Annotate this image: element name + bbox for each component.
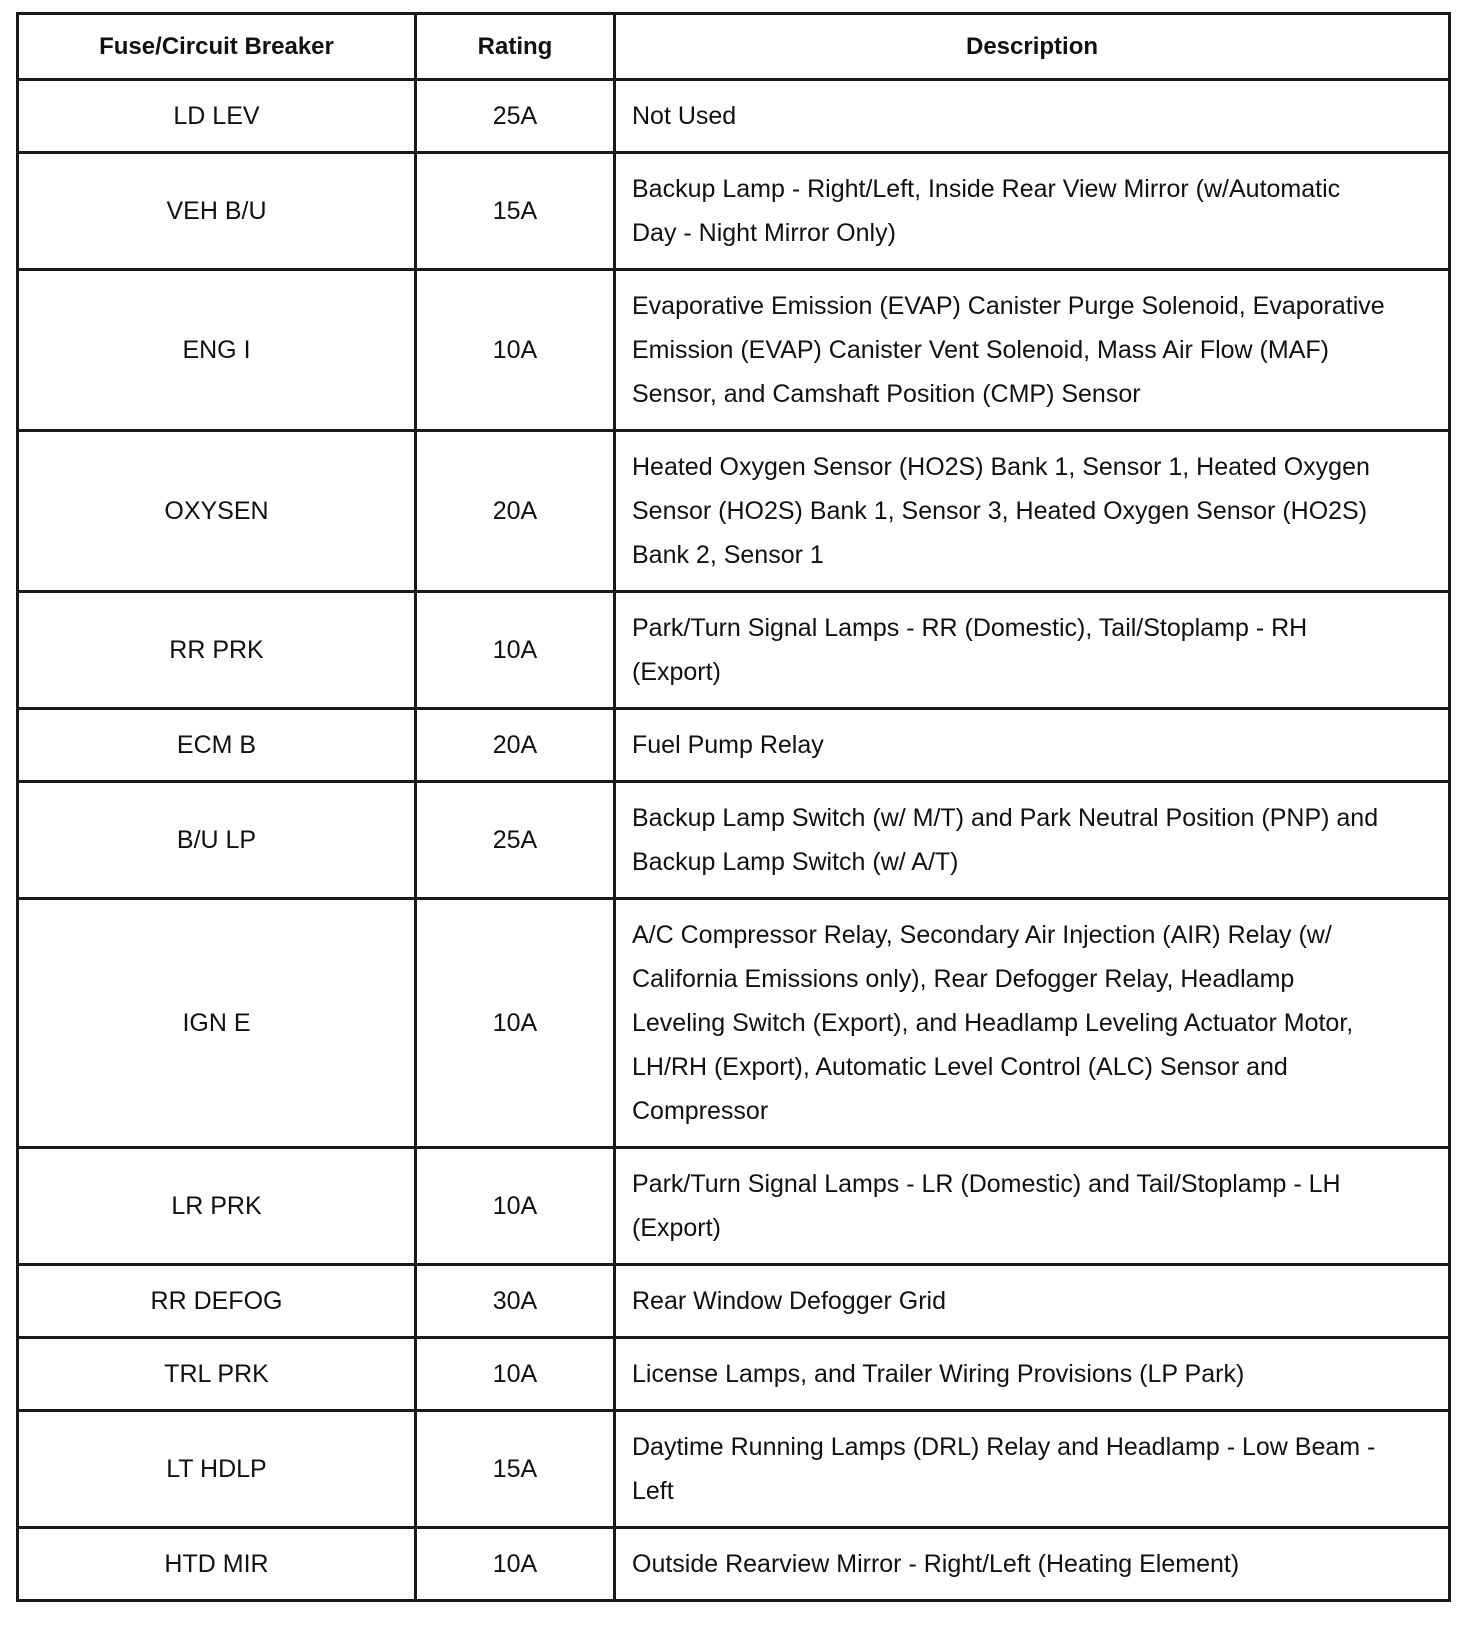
fuse-name-cell: VEH B/U bbox=[18, 153, 416, 270]
rating-cell: 10A bbox=[416, 899, 615, 1148]
rating-cell: 10A bbox=[416, 270, 615, 431]
table-row bbox=[18, 709, 1450, 782]
rating-cell: 20A bbox=[416, 431, 615, 592]
rating-cell: 10A bbox=[416, 1528, 615, 1601]
description-cell: Backup Lamp Switch (w/ M/T) and Park Neutral Position (PNP) and Backup Lamp Switch (w/ A/T) bbox=[615, 782, 1450, 899]
table-header-row bbox=[18, 14, 1450, 80]
fuse-name-cell: LD LEV bbox=[18, 80, 416, 153]
fuse-table-container bbox=[16, 12, 1448, 1602]
description-cell: A/C Compressor Relay, Secondary Air Injection (AIR) Relay (w/ California Emissions only), Rear Defogger Relay, Headlamp Leveling Switch (Export), and Headlamp Leveling Actuator Motor, LH/RH (Export), Automatic Level Control (ALC) Sensor and Compressor bbox=[615, 899, 1450, 1148]
table-row bbox=[18, 153, 1450, 270]
table-row bbox=[18, 270, 1450, 431]
fuse-table bbox=[16, 12, 1451, 1602]
column-header-rating: Rating bbox=[416, 14, 615, 80]
table-row bbox=[18, 782, 1450, 899]
rating-cell: 10A bbox=[416, 1148, 615, 1265]
rating-cell: 25A bbox=[416, 782, 615, 899]
fuse-name-cell: ECM B bbox=[18, 709, 416, 782]
rating-cell: 10A bbox=[416, 1338, 615, 1411]
fuse-name-cell: RR PRK bbox=[18, 592, 416, 709]
column-header-fuse: Fuse/Circuit Breaker bbox=[18, 14, 416, 80]
description-cell: Daytime Running Lamps (DRL) Relay and Headlamp - Low Beam - Left bbox=[615, 1411, 1450, 1528]
rating-cell: 15A bbox=[416, 153, 615, 270]
table-row bbox=[18, 899, 1450, 1148]
description-cell: Fuel Pump Relay bbox=[615, 709, 1450, 782]
description-cell: Outside Rearview Mirror - Right/Left (Heating Element) bbox=[615, 1528, 1450, 1601]
description-cell: Rear Window Defogger Grid bbox=[615, 1265, 1450, 1338]
fuse-name-cell: LT HDLP bbox=[18, 1411, 416, 1528]
fuse-name-cell: ENG I bbox=[18, 270, 416, 431]
table-row bbox=[18, 80, 1450, 153]
description-cell: Park/Turn Signal Lamps - RR (Domestic), Tail/Stoplamp - RH (Export) bbox=[615, 592, 1450, 709]
description-cell: Heated Oxygen Sensor (HO2S) Bank 1, Sensor 1, Heated Oxygen Sensor (HO2S) Bank 1, Sensor 3, Heated Oxygen Sensor (HO2S) Bank 2, Sensor 1 bbox=[615, 431, 1450, 592]
table-row bbox=[18, 1411, 1450, 1528]
description-cell: Backup Lamp - Right/Left, Inside Rear View Mirror (w/Automatic Day - Night Mirror Only) bbox=[615, 153, 1450, 270]
description-cell: License Lamps, and Trailer Wiring Provisions (LP Park) bbox=[615, 1338, 1450, 1411]
description-cell: Evaporative Emission (EVAP) Canister Purge Solenoid, Evaporative Emission (EVAP) Canister Vent Solenoid, Mass Air Flow (MAF) Sensor, and Camshaft Position (CMP) Sensor bbox=[615, 270, 1450, 431]
fuse-name-cell: IGN E bbox=[18, 899, 416, 1148]
column-header-description: Description bbox=[615, 14, 1450, 80]
table-row bbox=[18, 1265, 1450, 1338]
rating-cell: 25A bbox=[416, 80, 615, 153]
rating-cell: 15A bbox=[416, 1411, 615, 1528]
fuse-name-cell: RR DEFOG bbox=[18, 1265, 416, 1338]
fuse-name-cell: B/U LP bbox=[18, 782, 416, 899]
rating-cell: 30A bbox=[416, 1265, 615, 1338]
fuse-name-cell: LR PRK bbox=[18, 1148, 416, 1265]
description-cell: Park/Turn Signal Lamps - LR (Domestic) and Tail/Stoplamp - LH (Export) bbox=[615, 1148, 1450, 1265]
fuse-name-cell: HTD MIR bbox=[18, 1528, 416, 1601]
table-row bbox=[18, 1148, 1450, 1265]
table-row bbox=[18, 592, 1450, 709]
rating-cell: 10A bbox=[416, 592, 615, 709]
fuse-name-cell: OXYSEN bbox=[18, 431, 416, 592]
table-row bbox=[18, 1338, 1450, 1411]
fuse-name-cell: TRL PRK bbox=[18, 1338, 416, 1411]
rating-cell: 20A bbox=[416, 709, 615, 782]
table-row bbox=[18, 431, 1450, 592]
description-cell: Not Used bbox=[615, 80, 1450, 153]
table-row bbox=[18, 1528, 1450, 1601]
